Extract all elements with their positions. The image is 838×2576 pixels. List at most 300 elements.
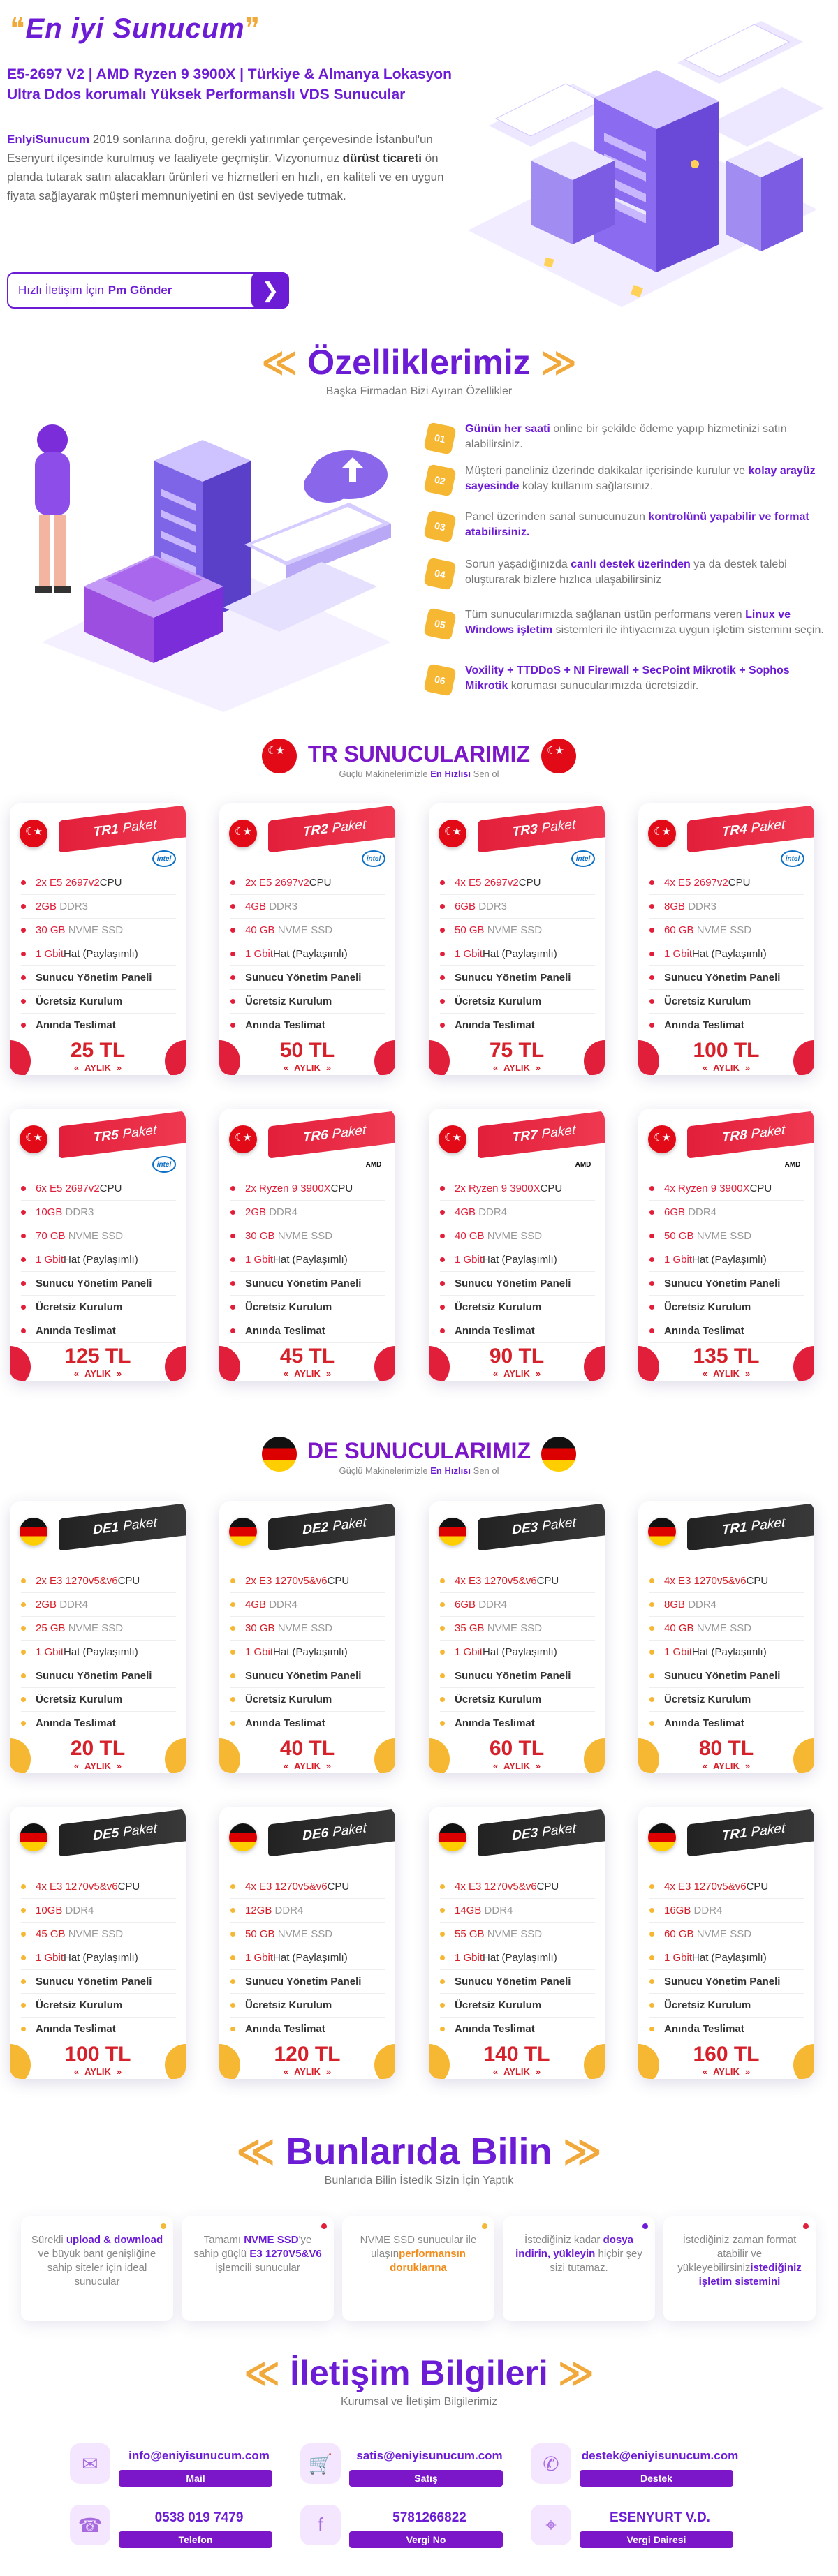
turkey-flag-icon [648, 820, 676, 847]
package-price: 100 TL [64, 2043, 131, 2066]
chevrons-right-icon: » [325, 2066, 332, 2077]
package-features [649, 1569, 804, 1735]
cpu-spec: 4x E3 1270v5&v6 CPU [649, 1569, 804, 1593]
facebook-icon: f [300, 2505, 341, 2545]
ram-spec: 14GB DDR4 [440, 1899, 595, 1923]
chevrons-left-icon: « [492, 2066, 499, 2077]
package-features [649, 1875, 804, 2041]
contact-label: Satış [349, 2470, 503, 2487]
bandwidth-spec: 1 Gbit Hat (Paylaşımlı) [21, 942, 176, 966]
panel-feature: Sunucu Yönetim Paneli [649, 1272, 804, 1296]
decor-dot [161, 2223, 166, 2229]
phone-icon: ☎ [70, 2505, 110, 2545]
server-illustration [454, 21, 831, 314]
bandwidth-spec: 1 Gbit Hat (Paylaşımlı) [649, 1248, 804, 1272]
panel-feature: Sunucu Yönetim Paneli [440, 1664, 595, 1688]
panel-feature: Sunucu Yönetim Paneli [649, 966, 804, 990]
package-name-banner: DE5 Paket [59, 1808, 186, 1856]
panel-feature: Sunucu Yönetim Paneli [21, 1970, 176, 1994]
amd-logo-icon: AMD [575, 1160, 591, 1169]
chevrons-right-icon: » [116, 2066, 122, 2077]
chevrons-right-icon: » [535, 1761, 541, 1771]
germany-flag-icon [20, 1823, 47, 1851]
germany-flag-icon [262, 1437, 297, 1472]
chevrons-right-icon: » [744, 1368, 751, 1379]
cpu-spec: 4x E5 2697v2 CPU [440, 871, 595, 895]
package-name-banner: DE1 Paket [59, 1502, 186, 1550]
germany-flag-icon [229, 1823, 257, 1851]
chevrons-left-icon: « [283, 1761, 289, 1771]
contact-value[interactable]: satis@eniyisunucum.com [356, 2449, 503, 2462]
package-features [21, 1569, 176, 1735]
chevrons-right-icon: » [535, 2066, 541, 2077]
package-card[interactable] [638, 803, 814, 1075]
ram-spec: 4GB DDR3 [230, 895, 385, 919]
package-features [230, 1569, 385, 1735]
disk-spec: 40 GB NVME SSD [230, 919, 385, 942]
hero-section [0, 0, 838, 328]
chevrons-left-icon: « [73, 1063, 80, 1073]
feature-number-badge: 03 [423, 510, 456, 542]
package-features [440, 1569, 595, 1735]
instant-delivery-feature: Anında Teslimat [21, 2018, 176, 2041]
chevrons-left-icon: « [702, 1761, 708, 1771]
decor-dot [642, 2223, 648, 2229]
free-setup-feature: Ücretsiz Kurulum [230, 1296, 385, 1319]
package-name-banner: TR7 Paket [478, 1110, 605, 1158]
ram-spec: 8GB DDR4 [649, 1593, 804, 1617]
chevrons-left-icon: « [283, 1063, 289, 1073]
cpu-spec: 2x Ryzen 9 3900X CPU [440, 1177, 595, 1201]
billing-period: « AYLIK » [283, 2066, 332, 2077]
chevrons-left-icon: « [73, 1368, 80, 1379]
contact-label: Vergi Dairesi [580, 2531, 733, 2548]
instant-delivery-feature: Anında Teslimat [440, 1014, 595, 1037]
package-price: 45 TL [279, 1345, 335, 1368]
package-features [230, 1177, 385, 1343]
feature-text: Sorun yaşadığınızda canlı destek üzerinden ya da destek talebi oluşturarak bizlere hızlıca ulaşabilirsiniz [465, 558, 787, 586]
tr-servers-subtitle: Güçlü Makinelerimizle En Hızlısı Sen ol [339, 769, 499, 779]
intel-logo-icon: intel [571, 850, 595, 867]
instant-delivery-feature: Anında Teslimat [649, 1712, 804, 1735]
feature-item [426, 510, 831, 540]
ram-spec: 16GB DDR4 [649, 1899, 804, 1923]
package-price: 135 TL [693, 1345, 760, 1368]
intel-logo-icon: intel [362, 850, 385, 867]
panel-feature: Sunucu Yönetim Paneli [230, 966, 385, 990]
contact-value[interactable]: destek@eniyisunucum.com [581, 2449, 739, 2462]
contact-item[interactable] [70, 2443, 328, 2496]
disk-spec: 60 GB NVME SSD [649, 919, 804, 942]
intel-logo-icon: intel [781, 850, 804, 867]
bandwidth-spec: 1 Gbit Hat (Paylaşımlı) [440, 1641, 595, 1664]
instant-delivery-feature: Anında Teslimat [649, 1319, 804, 1343]
feature-text: Günün her saati online bir şekilde ödeme yapıp hizmetinizi satın alabilirsiniz. [465, 423, 787, 450]
chevrons-left-icon: « [492, 1063, 499, 1073]
billing-period: « AYLIK » [492, 1063, 541, 1073]
cpu-spec: 6x E5 2697v2 CPU [21, 1177, 176, 1201]
package-card[interactable] [219, 1501, 395, 1773]
contact-label: Telefon [119, 2531, 272, 2548]
billing-period: « AYLIK » [702, 1063, 751, 1073]
contact-value[interactable]: ESENYURT V.D. [610, 2510, 710, 2525]
panel-feature: Sunucu Yönetim Paneli [649, 1664, 804, 1688]
contact-subtitle: Kurumsal ve İletişim Bilgilerimiz [340, 2396, 498, 2408]
feature-item [426, 464, 831, 494]
chevrons-right-icon: » [535, 1368, 541, 1379]
location-icon: ⌖ [531, 2505, 571, 2545]
contact-item[interactable] [300, 2505, 559, 2558]
chevrons-left-icon: « [73, 1761, 80, 1771]
disk-spec: 50 GB NVME SSD [440, 919, 595, 942]
bandwidth-spec: 1 Gbit Hat (Paylaşımlı) [440, 942, 595, 966]
germany-flag-icon [648, 1823, 676, 1851]
package-card[interactable] [429, 1501, 605, 1773]
package-features [440, 1875, 595, 2041]
package-card[interactable] [10, 803, 186, 1075]
feature-item [426, 663, 831, 694]
disk-spec: 35 GB NVME SSD [440, 1617, 595, 1641]
billing-period: « AYLIK » [73, 1761, 122, 1771]
germany-flag-icon [439, 1518, 466, 1546]
panel-feature: Sunucu Yönetim Paneli [21, 1664, 176, 1688]
ram-spec: 12GB DDR4 [230, 1899, 385, 1923]
cpu-spec: 4x Ryzen 9 3900X CPU [649, 1177, 804, 1201]
billing-period: « AYLIK » [492, 1368, 541, 1379]
hero-headline: E5-2697 V2 | AMD Ryzen 9 3900X | Türkiye & Almanya Lokasyon Ultra Ddos korumalı Yüksek Performanslı VDS Sunucular [7, 66, 452, 103]
billing-period: « AYLIK » [283, 1063, 332, 1073]
bandwidth-spec: 1 Gbit Hat (Paylaşımlı) [230, 1946, 385, 1970]
bandwidth-spec: 1 Gbit Hat (Paylaşımlı) [230, 1248, 385, 1272]
turkey-flag-icon [229, 1125, 257, 1153]
panel-feature: Sunucu Yönetim Paneli [649, 1970, 804, 1994]
chevrons-right-icon: » [116, 1063, 122, 1073]
package-name-banner: TR5 Paket [59, 1110, 186, 1158]
package-name-banner: DE3 Paket [478, 1808, 605, 1856]
free-setup-feature: Ücretsiz Kurulum [230, 1994, 385, 2018]
package-card[interactable] [429, 1109, 605, 1381]
know-card: Sürekli upload & download ve büyük bant genişliğine sahip siteler için ideal sunucular [21, 2216, 173, 2321]
package-card[interactable] [219, 1109, 395, 1381]
bandwidth-spec: 1 Gbit Hat (Paylaşımlı) [440, 1946, 595, 1970]
bandwidth-spec: 1 Gbit Hat (Paylaşımlı) [649, 942, 804, 966]
ram-spec: 6GB DDR4 [649, 1201, 804, 1224]
features-title: ≪ Özelliklerimiz ≫ [260, 343, 578, 382]
package-features [21, 1875, 176, 2041]
feature-number-badge: 05 [423, 607, 456, 640]
package-price: 40 TL [279, 1737, 335, 1760]
chevrons-left-icon: « [492, 1761, 499, 1771]
feature-number-badge: 01 [423, 422, 456, 454]
contact-value[interactable]: 5781266822 [392, 2510, 466, 2525]
know-card: İstediğiniz zaman format atabilir ve yükleyebilirsinizistediğiniz işletim sistemini [663, 2216, 816, 2321]
package-card[interactable] [10, 1501, 186, 1773]
package-card[interactable] [10, 1109, 186, 1381]
billing-period: « AYLIK » [73, 2066, 122, 2077]
ram-spec: 4GB DDR4 [230, 1593, 385, 1617]
know-card: Tamamı NVME SSD'ye sahip güçlü E3 1270V5&V6 işlemcili sunucular [182, 2216, 334, 2321]
ram-spec: 2GB DDR3 [21, 895, 176, 919]
bandwidth-spec: 1 Gbit Hat (Paylaşımlı) [21, 1946, 176, 1970]
feature-number-badge: 02 [423, 464, 456, 496]
feature-item [426, 607, 831, 638]
package-name-banner: TR1 Paket [687, 1808, 814, 1856]
feature-number-badge: 06 [423, 663, 456, 696]
package-price: 60 TL [489, 1737, 545, 1760]
package-card[interactable] [638, 1807, 814, 2079]
package-name-banner: DE2 Paket [268, 1502, 395, 1550]
cpu-spec: 4x E5 2697v2 CPU [649, 871, 804, 895]
free-setup-feature: Ücretsiz Kurulum [21, 1688, 176, 1712]
free-setup-feature: Ücretsiz Kurulum [440, 1994, 595, 2018]
bandwidth-spec: 1 Gbit Hat (Paylaşımlı) [649, 1641, 804, 1664]
feature-text: Panel üzerinden sanal sunucunuzun kontrolünü yapabilir ve format atabilirsiniz. [465, 511, 809, 538]
package-price: 80 TL [698, 1737, 754, 1760]
turkey-flag-icon [439, 1125, 466, 1153]
free-setup-feature: Ücretsiz Kurulum [440, 1296, 595, 1319]
know-title: ≪ Bunlarıda Bilin ≫ [235, 2131, 603, 2172]
free-setup-feature: Ücretsiz Kurulum [649, 990, 804, 1014]
disk-spec: 70 GB NVME SSD [21, 1224, 176, 1248]
package-name-banner: TR6 Paket [268, 1110, 395, 1158]
free-setup-feature: Ücretsiz Kurulum [230, 990, 385, 1014]
ram-spec: 10GB DDR4 [21, 1899, 176, 1923]
turkey-flag-icon [648, 1125, 676, 1153]
package-price: 75 TL [489, 1039, 545, 1062]
instant-delivery-feature: Anında Teslimat [21, 1712, 176, 1735]
turkey-flag-icon [229, 820, 257, 847]
panel-feature: Sunucu Yönetim Paneli [230, 1272, 385, 1296]
decor-dot [803, 2223, 809, 2229]
cart-icon: 🛒 [300, 2443, 341, 2484]
disk-spec: 50 GB NVME SSD [649, 1224, 804, 1248]
ram-spec: 8GB DDR3 [649, 895, 804, 919]
chevrons-left-icon: « [702, 1063, 708, 1073]
tr-servers-title: TR SUNUCULARIMIZ [307, 741, 531, 767]
feature-item [426, 557, 831, 588]
package-name-banner: TR2 Paket [268, 804, 395, 852]
billing-period: « AYLIK » [702, 2066, 751, 2077]
billing-period: « AYLIK » [492, 1761, 541, 1771]
cpu-spec: 2x E3 1270v5&v6 CPU [230, 1569, 385, 1593]
instant-delivery-feature: Anında Teslimat [649, 1014, 804, 1037]
ram-spec: 4GB DDR4 [440, 1201, 595, 1224]
contact-label: Vergi No [349, 2531, 503, 2548]
package-card[interactable] [638, 1109, 814, 1381]
cpu-spec: 2x Ryzen 9 3900X CPU [230, 1177, 385, 1201]
chevrons-right-icon: » [325, 1761, 332, 1771]
billing-period: « AYLIK » [73, 1368, 122, 1379]
package-name-banner: TR4 Paket [687, 804, 814, 852]
panel-feature: Sunucu Yönetim Paneli [440, 966, 595, 990]
feature-text: Voxility + TTDDoS + NI Firewall + SecPoint Mikrotik + Sophos Mikrotik koruması sunucularımızda ücretsizdir. [465, 665, 790, 692]
free-setup-feature: Ücretsiz Kurulum [440, 1688, 595, 1712]
instant-delivery-feature: Anında Teslimat [649, 2018, 804, 2041]
contact-item[interactable] [70, 2505, 328, 2558]
billing-period: « AYLIK » [283, 1368, 332, 1379]
decor-dot [482, 2223, 487, 2229]
cpu-spec: 4x E3 1270v5&v6 CPU [440, 1569, 595, 1593]
contact-label: Mail [119, 2470, 272, 2487]
decor-dot [321, 2223, 327, 2229]
free-setup-feature: Ücretsiz Kurulum [230, 1688, 385, 1712]
chevrons-left-icon: « [702, 2066, 708, 2077]
package-card[interactable] [429, 803, 605, 1075]
package-name-banner: TR8 Paket [687, 1110, 814, 1158]
free-setup-feature: Ücretsiz Kurulum [440, 990, 595, 1014]
contact-item[interactable] [531, 2443, 789, 2496]
bandwidth-spec: 1 Gbit Hat (Paylaşımlı) [440, 1248, 595, 1272]
bandwidth-spec: 1 Gbit Hat (Paylaşımlı) [230, 1641, 385, 1664]
de-servers-title: DE SUNUCULARIMIZ [307, 1438, 531, 1463]
contact-title: ≪ İletişim Bilgileri ≫ [243, 2353, 595, 2392]
hero-intro: EnlyiSunucum 2019 sonlarına doğru, gerekli yatırımlar çerçevesinde İstanbul'un Esenyurt ilçesinde kurulmuş ve faaliyete geçmiştir. Vizyonumuz dürüst ticareti ön planda tutarak satın alacakları ürünleri ve hizmetleri en hızlı, en kaliteli ve en uygun fiyata sağlayarak müşteri memnuniyetini en üst seviyede tutmak. [7, 133, 444, 202]
ram-spec: 2GB DDR4 [230, 1201, 385, 1224]
package-price: 50 TL [279, 1039, 335, 1062]
package-name-banner: DE3 Paket [478, 1502, 605, 1550]
germany-flag-icon [20, 1518, 47, 1546]
package-price: 120 TL [274, 2043, 341, 2066]
free-setup-feature: Ücretsiz Kurulum [649, 1994, 804, 2018]
package-features [649, 1177, 804, 1343]
package-features [230, 871, 385, 1037]
chevrons-right-icon: » [744, 1761, 751, 1771]
disk-spec: 60 GB NVME SSD [649, 1923, 804, 1946]
package-card[interactable] [10, 1807, 186, 2079]
panel-feature: Sunucu Yönetim Paneli [21, 1272, 176, 1296]
cpu-spec: 4x E3 1270v5&v6 CPU [21, 1875, 176, 1899]
package-price: 100 TL [693, 1039, 760, 1062]
chevrons-left-icon: « [73, 2066, 80, 2077]
support-icon: ✆ [531, 2443, 571, 2484]
mail-icon: ✉ [70, 2443, 110, 2484]
know-subtitle: Bunlarıda Bilin İstedik Sizin İçin Yaptık [324, 2175, 514, 2186]
intel-logo-icon: intel [152, 850, 176, 867]
chevrons-right-icon: » [744, 2066, 751, 2077]
panel-feature: Sunucu Yönetim Paneli [440, 1970, 595, 1994]
billing-period: « AYLIK » [702, 1368, 751, 1379]
turkey-flag-icon [20, 1125, 47, 1153]
pm-send-button[interactable]: Hızlı İletişim İçin Pm Gönder ❯ [7, 272, 289, 309]
ram-spec: 10GB DDR3 [21, 1201, 176, 1224]
cpu-spec: 2x E5 2697v2 CPU [230, 871, 385, 895]
feature-text: Müşteri paneliniz üzerinde dakikalar içerisinde kurulur ve kolay arayüz sayesinde kolay kullanım sağlarsınız. [465, 465, 816, 492]
amd-logo-icon: AMD [784, 1160, 801, 1169]
bandwidth-spec: 1 Gbit Hat (Paylaşımlı) [21, 1248, 176, 1272]
contact-item[interactable] [300, 2443, 559, 2496]
germany-flag-icon [541, 1437, 576, 1472]
billing-period: « AYLIK » [283, 1761, 332, 1771]
package-features [440, 1177, 595, 1343]
ram-spec: 2GB DDR4 [21, 1593, 176, 1617]
disk-spec: 30 GB NVME SSD [230, 1224, 385, 1248]
disk-spec: 30 GB NVME SSD [21, 919, 176, 942]
turkey-flag-icon [439, 820, 466, 847]
package-price: 25 TL [70, 1039, 126, 1062]
turkey-flag-icon [20, 820, 47, 847]
instant-delivery-feature: Anında Teslimat [440, 1712, 595, 1735]
arrow-right-icon: ❯ [251, 272, 289, 309]
package-price: 140 TL [483, 2043, 550, 2066]
tr-servers-header [0, 741, 838, 779]
package-features [649, 871, 804, 1037]
chevrons-left-icon: « [283, 1368, 289, 1379]
disk-spec: 40 GB NVME SSD [649, 1617, 804, 1641]
package-features [21, 871, 176, 1037]
chevrons-right-icon: » [744, 1063, 751, 1073]
instant-delivery-feature: Anında Teslimat [440, 1319, 595, 1343]
package-card[interactable] [219, 803, 395, 1075]
turkey-flag-icon [541, 739, 576, 773]
package-features [230, 1875, 385, 2041]
chevrons-right-icon: » [325, 1368, 332, 1379]
free-setup-feature: Ücretsiz Kurulum [649, 1296, 804, 1319]
panel-feature: Sunucu Yönetim Paneli [440, 1272, 595, 1296]
package-card[interactable] [219, 1807, 395, 2079]
instant-delivery-feature: Anında Teslimat [230, 1014, 385, 1037]
disk-spec: 45 GB NVME SSD [21, 1923, 176, 1946]
billing-period: « AYLIK » [702, 1761, 751, 1771]
chevrons-left-icon: « [283, 2066, 289, 2077]
chevrons-right-icon: » [116, 1761, 122, 1771]
features-subtitle: Başka Firmadan Bizi Ayıran Özellikler [325, 385, 513, 397]
free-setup-feature: Ücretsiz Kurulum [21, 990, 176, 1014]
ram-spec: 6GB DDR3 [440, 895, 595, 919]
feature-item [426, 422, 831, 452]
cpu-spec: 4x E3 1270v5&v6 CPU [440, 1875, 595, 1899]
bandwidth-spec: 1 Gbit Hat (Paylaşımlı) [649, 1946, 804, 1970]
disk-spec: 40 GB NVME SSD [440, 1224, 595, 1248]
package-card[interactable] [429, 1807, 605, 2079]
package-card[interactable] [638, 1501, 814, 1773]
chevrons-right-icon: » [325, 1063, 332, 1073]
site-logo[interactable]: ❝En iyi Sunucum❞ [10, 13, 261, 44]
package-name-banner: TR1 Paket [687, 1502, 814, 1550]
free-setup-feature: Ücretsiz Kurulum [649, 1688, 804, 1712]
chevrons-right-icon: » [535, 1063, 541, 1073]
bandwidth-spec: 1 Gbit Hat (Paylaşımlı) [21, 1641, 176, 1664]
contact-value[interactable]: info@eniyisunucum.com [128, 2449, 270, 2462]
instant-delivery-feature: Anında Teslimat [21, 1014, 176, 1037]
package-price: 20 TL [70, 1737, 126, 1760]
billing-period: « AYLIK » [492, 2066, 541, 2077]
package-name-banner: DE6 Paket [268, 1808, 395, 1856]
instant-delivery-feature: Anında Teslimat [230, 1319, 385, 1343]
instant-delivery-feature: Anında Teslimat [440, 2018, 595, 2041]
package-price: 125 TL [64, 1345, 131, 1368]
intel-logo-icon: intel [152, 1156, 176, 1173]
free-setup-feature: Ücretsiz Kurulum [21, 1296, 176, 1319]
cpu-spec: 4x E3 1270v5&v6 CPU [230, 1875, 385, 1899]
package-features [21, 1177, 176, 1343]
free-setup-feature: Ücretsiz Kurulum [21, 1994, 176, 2018]
disk-spec: 25 GB NVME SSD [21, 1617, 176, 1641]
germany-flag-icon [229, 1518, 257, 1546]
feature-text: Tüm sunucularımızda sağlanan üstün performans veren Linux ve Windows işletim sistemleri ile ihtiyacınıza uygun işletim sisteminı seçin. [465, 609, 824, 636]
contact-item[interactable] [531, 2505, 789, 2558]
cpu-spec: 4x E3 1270v5&v6 CPU [649, 1875, 804, 1899]
contact-value[interactable]: 0538 019 7479 [154, 2510, 244, 2525]
know-card: İstediğiniz kadar dosya indirin, yükleyin hiçbir şey sizi tutamaz. [503, 2216, 655, 2321]
package-features [440, 871, 595, 1037]
turkey-flag-icon [262, 739, 297, 773]
chevrons-right-icon: » [116, 1368, 122, 1379]
package-price: 160 TL [693, 2043, 760, 2066]
billing-period: « AYLIK » [73, 1063, 122, 1073]
germany-flag-icon [648, 1518, 676, 1546]
feature-number-badge: 04 [423, 557, 456, 590]
disk-spec: 55 GB NVME SSD [440, 1923, 595, 1946]
